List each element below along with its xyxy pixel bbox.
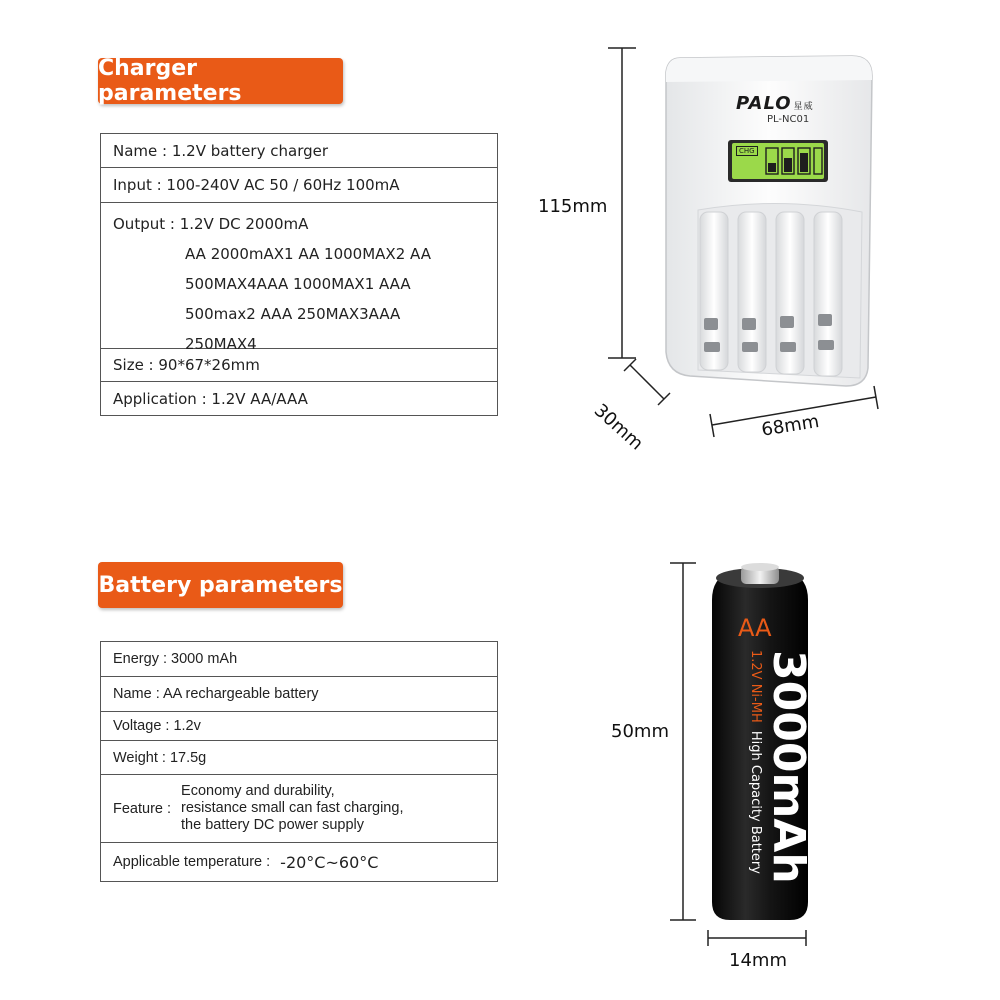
charger-output-line-4: 500max2 AAA 250MAX3AAA xyxy=(185,305,401,323)
battery-feature-line-2: resistance small can fast charging, xyxy=(181,800,404,816)
charger-output-line-1: Output : 1.2V DC 2000mA xyxy=(113,215,309,233)
charger-width-label: 68mm xyxy=(760,410,821,441)
charger-output-line-3: 500MAX4AAA 1000MAX1 AAA xyxy=(185,275,411,293)
charger-depth-label: 30mm xyxy=(589,400,648,455)
charger-size: Size : 90*67*26mm xyxy=(113,356,260,374)
battery-parameters-header: Battery parameters xyxy=(98,562,343,608)
battery-weight: Weight : 17.5g xyxy=(113,749,207,766)
battery-voltage: Voltage : 1.2v xyxy=(113,718,201,734)
battery-size-label: AA xyxy=(738,614,772,642)
charger-model-label: PL-NC01 xyxy=(767,114,810,125)
battery-height-label: 50mm xyxy=(611,721,669,742)
charger-lcd-label: CHG xyxy=(736,146,758,156)
battery-feature-line-3: the battery DC power supply xyxy=(181,817,364,833)
battery-rotated-text xyxy=(732,650,812,900)
charger-height-dimension-line xyxy=(608,48,636,358)
charger-name: Name : 1.2V battery charger xyxy=(113,141,329,160)
charger-depth-dimension-line xyxy=(624,359,670,405)
charger-application: Application : 1.2V AA/AAA xyxy=(113,389,308,408)
battery-description: High Capacity Battery xyxy=(748,730,763,874)
battery-feature-label: Feature : xyxy=(113,800,172,817)
charger-height-label: 115mm xyxy=(538,196,608,217)
charger-input: Input : 100-240V AC 50 / 60Hz 100mA xyxy=(113,176,400,194)
charger-brand-logo: PALO 星威 xyxy=(736,93,814,114)
battery-temperature-value: -20°C~60°C xyxy=(280,852,379,872)
battery-name: Name : AA rechargeable battery xyxy=(113,686,319,702)
battery-width-dimension-line xyxy=(708,930,806,946)
charger-output-line-2: AA 2000mAX1 AA 1000MAX2 AA xyxy=(185,245,431,263)
charger-output-line-5: 250MAX4 xyxy=(185,335,257,353)
charger-parameters-header: Charger parameters xyxy=(98,58,343,104)
battery-feature-line-1: Economy and durability, xyxy=(181,783,335,799)
battery-capacity-text: 3000mAh xyxy=(763,650,814,884)
battery-temperature-label: Applicable temperature : xyxy=(113,854,271,870)
battery-energy: Energy : 3000 mAh xyxy=(113,651,238,667)
battery-height-dimension-line xyxy=(670,563,696,920)
battery-voltage-type: 1.2V Ni-MH xyxy=(748,650,763,723)
battery-width-label: 14mm xyxy=(729,950,787,971)
